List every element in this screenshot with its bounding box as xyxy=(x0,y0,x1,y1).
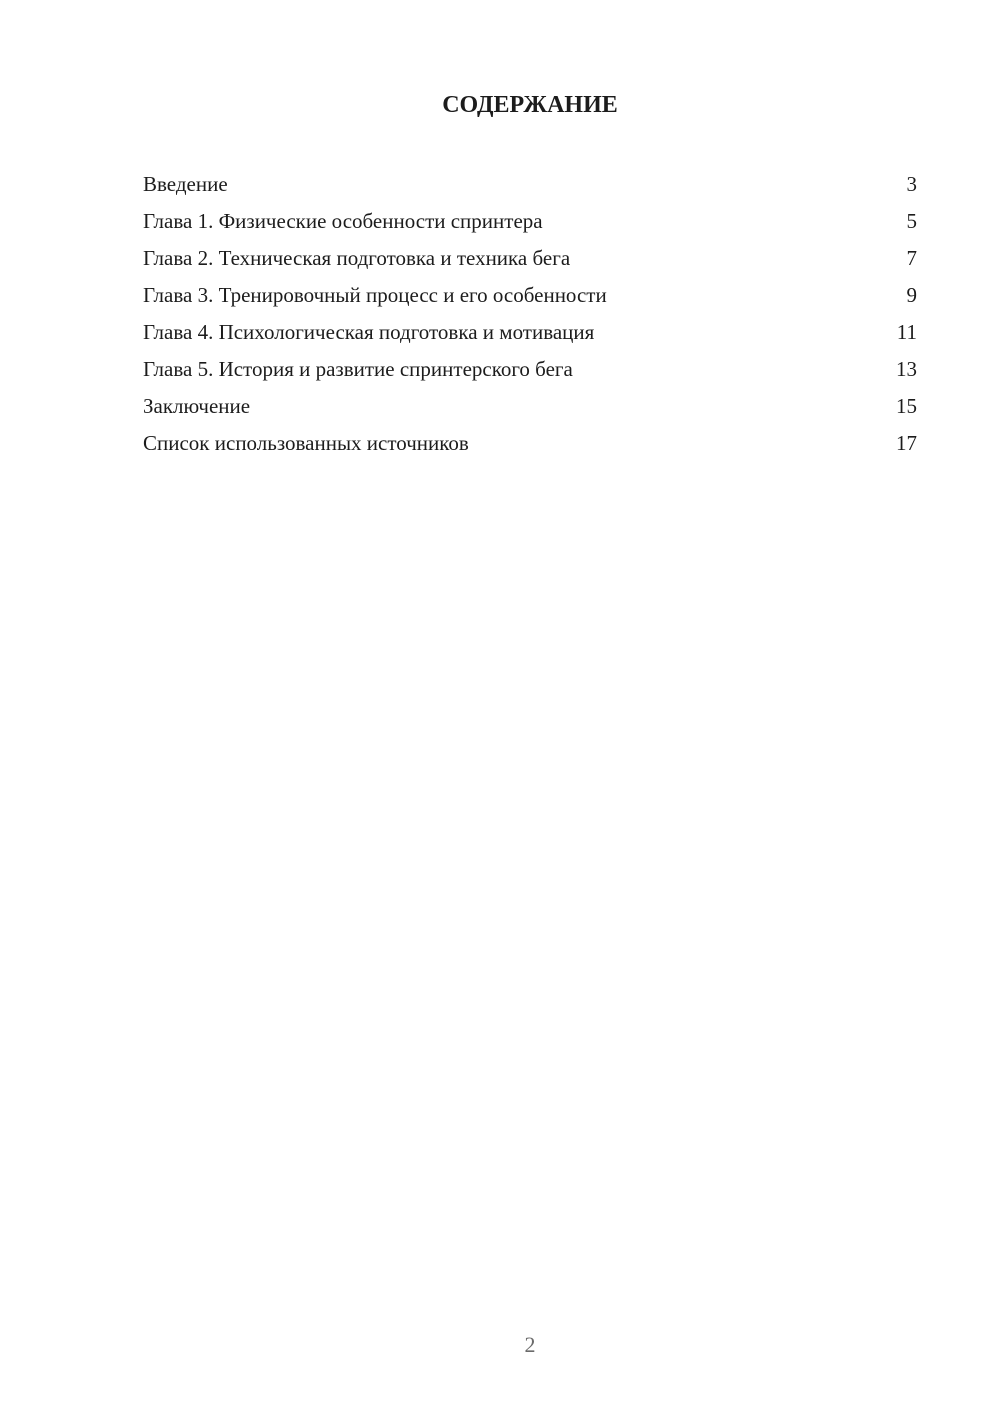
toc-entry-page: 13 xyxy=(896,357,917,381)
toc-entry-label: Заключение xyxy=(143,394,251,418)
toc-entry xyxy=(143,203,917,240)
toc-entry xyxy=(143,388,917,425)
toc-list xyxy=(143,166,917,462)
toc-entry xyxy=(143,351,917,388)
toc-entry xyxy=(143,240,917,277)
toc-entry-label: Введение xyxy=(143,172,228,196)
toc-entry-label: Глава 2. Техническая подготовка и техника бега xyxy=(143,246,571,270)
toc-entry xyxy=(143,425,917,462)
toc-entry-label: Глава 5. История и развитие спринтерского бега xyxy=(143,357,573,381)
page-title: СОДЕРЖАНИЕ xyxy=(442,92,618,118)
toc-entry xyxy=(143,314,917,351)
footer-page-number: 2 xyxy=(524,1332,536,1357)
toc-entry-label: Глава 3. Тренировочный процесс и его особенности xyxy=(143,283,607,307)
toc-entry-page: 9 xyxy=(906,283,917,307)
toc-entry-page: 11 xyxy=(896,320,917,344)
toc-entry-page: 7 xyxy=(906,246,917,270)
toc-entry-page: 5 xyxy=(906,209,917,233)
toc-entry xyxy=(143,166,917,203)
toc-entry xyxy=(143,277,917,314)
toc-entry-page: 15 xyxy=(896,394,917,418)
toc-entry-page: 3 xyxy=(906,172,917,196)
toc-entry-label: Список использованных источников xyxy=(143,431,469,455)
toc-entry-page: 17 xyxy=(896,431,917,455)
toc-entry-label: Глава 1. Физические особенности спринтера xyxy=(143,209,543,233)
toc-entry-label: Глава 4. Психологическая подготовка и мотивация xyxy=(143,320,595,344)
